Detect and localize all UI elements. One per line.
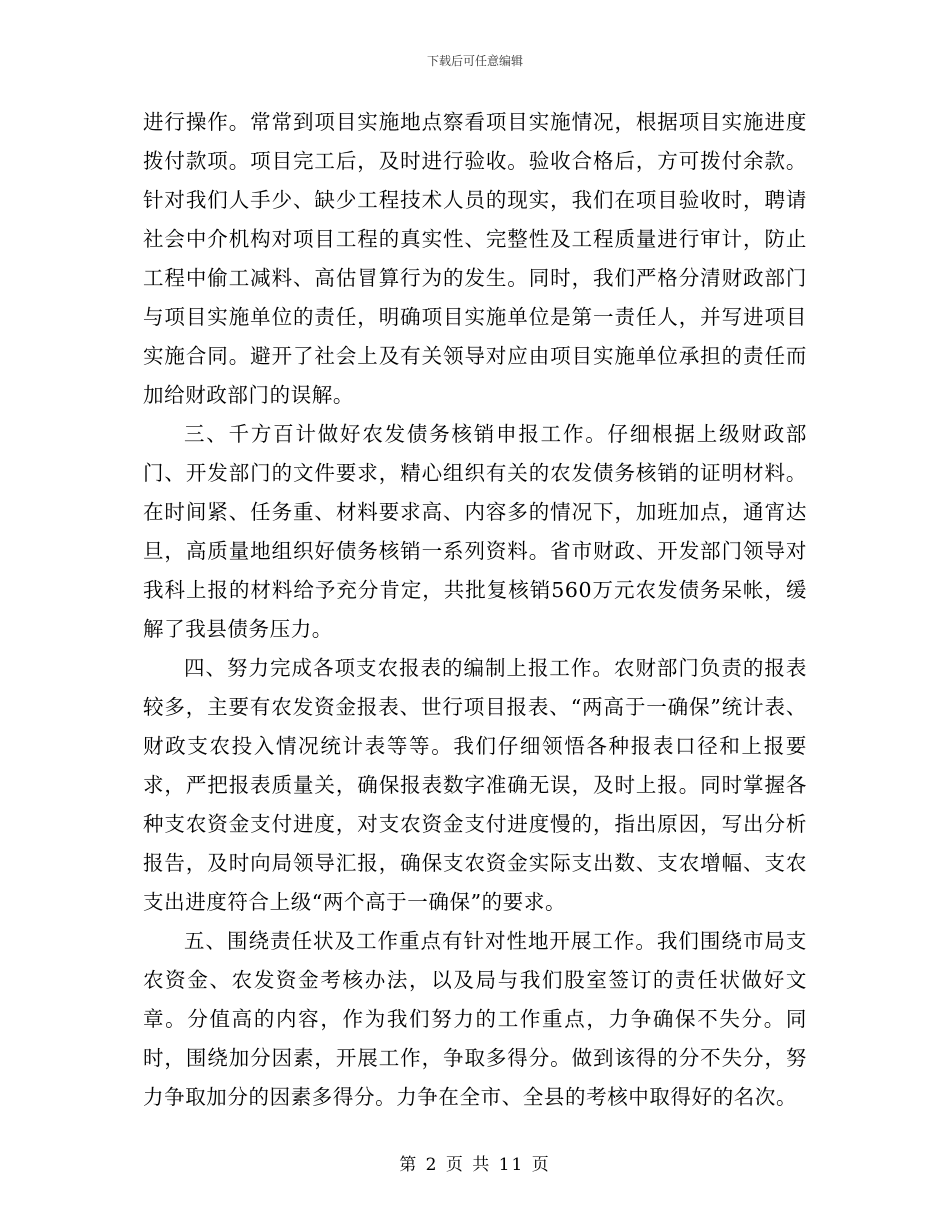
header-note: 下载后可任意编辑 — [426, 54, 523, 68]
page-number-footer: 第 2 页 共 11 页 — [399, 1155, 551, 1175]
paragraph-continuation: 进行操作。常常到项目实施地点察看项目实施情况，根据项目实施进度拨付款项。项目完工后，及时进行验收。验收合格后，方可拨付余款。针对我们人手少、缺少工程技术人员的现实，我们在项目验收时，聘请社会中介机构对项目工程的真实性、完整性及工程质量进行审计，防止工程中偷工减料、高估冒算行为的发生。同时，我们严格分清财政部门与项目实施单位的责任，明确项目实施单位是第一责任人，并写进项目实施合同。避开了社会上及有关领导对应由项目实施单位承担的责任而加给财政部门的误解。 — [143, 110, 807, 407]
paragraph-section-3: 三、千方百计做好农发债务核销申报工作。仔细根据上级财政部门、开发部门的文件要求，精心组织有关的农发债务核销的证明材料。在时间紧、任务重、材料要求高、内容多的情况下，加班加点，通宵达旦，高质量地组织好债务核销一系列资料。省市财政、开发部门领导对我科上报的材料给予充分肯定，共批复核销560万元农发债务呆帐，缓解了我县债务压力。 — [143, 422, 807, 641]
paragraph-section-4: 四、努力完成各项支农报表的编制上报工作。农财部门负责的报表较多，主要有农发资金报表、世行项目报表、“两高于一确保”统计表、财政支农投入情况统计表等等。我们仔细领悟各种报表口径和上报要求，严把报表质量关，确保报表数字准确无误，及时上报。同时掌握各种支农资金支付进度，对支农资金支付进度慢的，指出原因，写出分析报告，及时向局领导汇报，确保支农资金实际支出数、支农增幅、支农支出进度符合上级“两个高于一确保”的要求。 — [143, 656, 807, 914]
paragraph-section-5: 五、围绕责任状及工作重点有针对性地开展工作。我们围绕市局支农资金、农发资金考核办法，以及局与我们股室签订的责任状做好文章。分值高的内容，作为我们努力的工作重点，力争确保不失分。同时，围绕加分因素，开展工作，争取多得分。做到该得的分不失分，努力争取加分的因素多得分。力争在全市、全县的考核中取得好的名次。 — [143, 929, 807, 1109]
document-body — [143, 103, 807, 1117]
